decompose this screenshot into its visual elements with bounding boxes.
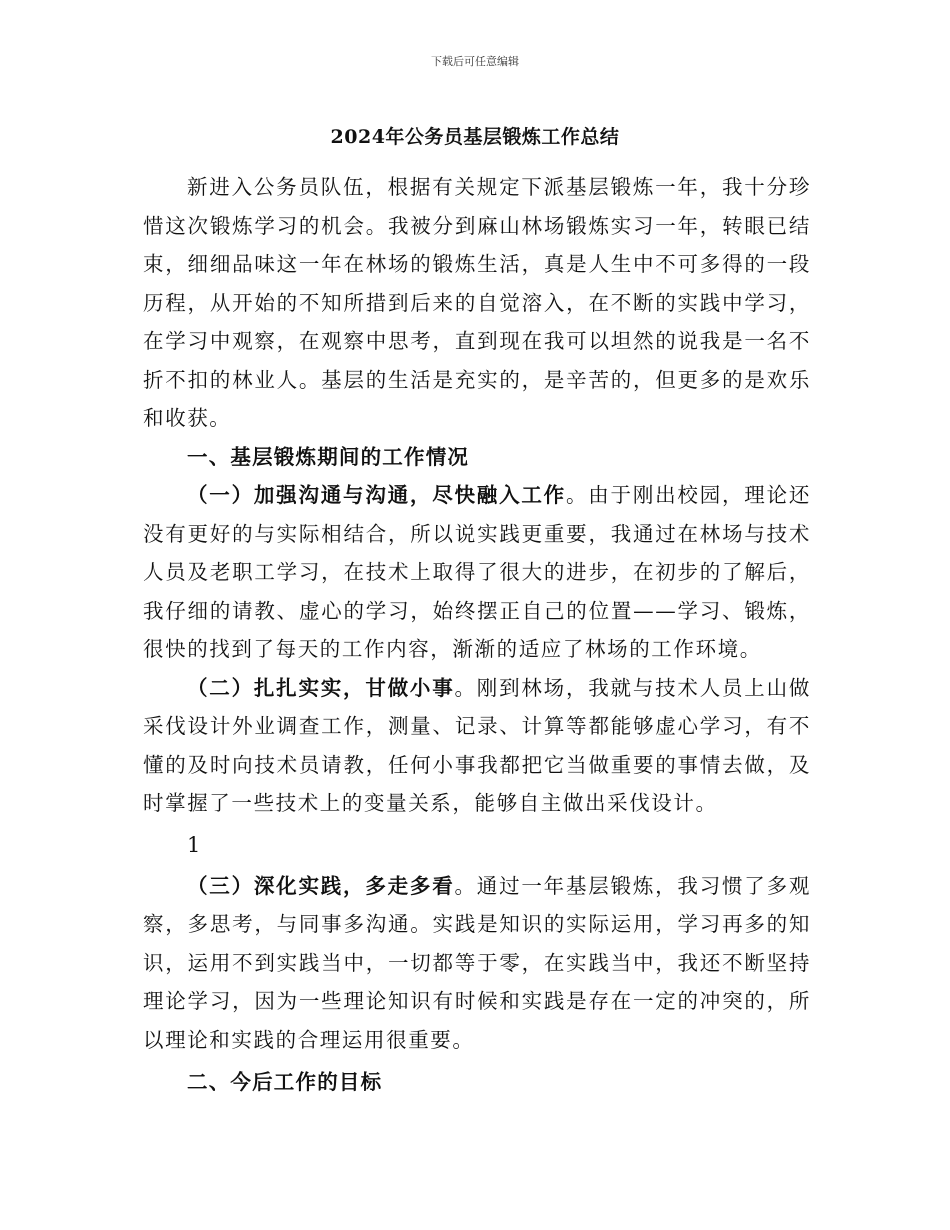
document-title: 2024年公务员基层锻炼工作总结 [330, 126, 620, 148]
page-number: 1 [187, 832, 201, 857]
section-1-item-2 [143, 669, 811, 823]
item-2-lead: （二）扎扎实实，甘做小事 [187, 675, 455, 700]
item-1-lead: （一）加强沟通与沟通，尽快融入工作 [187, 483, 566, 507]
intro-paragraph: 新进入公务员队伍，根据有关规定下派基层锻炼一年，我十分珍惜这次锻炼学习的机会。我被分到麻山林场锻炼实习一年，转眼已结束，细细品味这一年在林场的锻炼生活，真是人生中不可多得的一段历程，从开始的不知所措到后来的自觉溶入，在不断的实践中学习，在学习中观察，在观察中思考，直到现在我可以坦然的说我是一名不折不扣的林业人。基层的生活是充实的，是辛苦的，但更多的是欢乐和收获。 [143, 175, 811, 430]
section-2-heading: 二、今后工作的目标 [187, 1070, 383, 1094]
section-1-item-3 [143, 867, 811, 1060]
item-2-text: 。刚到林场，我就与技术人员上山做采伐设计外业调查工作，测量、记录、计算等都能够虚心学习，有不懂的及时向技术员请教，任何小事我都把它当做重要的事情去做，及时掌握了一些技术上的变量关系，能够自主做出采伐设计。 [143, 675, 811, 815]
document-body [143, 168, 811, 1102]
section-1-heading: 一、基层锻炼期间的工作情况 [187, 444, 470, 469]
section-1-item-1 [143, 476, 811, 669]
item-3-text: 。通过一年基层锻炼，我习惯了多观察，多思考，与同事多沟通。实践是知识的实际运用，学习再多的知识，运用不到实践当中，一切都等于零，在实践当中，我还不断坚持理论学习，因为一些理论知识有时候和实践是存在一定的冲突的，所以理论和实践的合理运用很重要。 [143, 873, 811, 1052]
item-3-lead: （三）深化实践，多走多看 [187, 873, 455, 898]
item-1-text: 。由于刚出校园，理论还没有更好的与实际相结合，所以说实践更重要，我通过在林场与技术人员及老职工学习，在技术上取得了很大的进步，在初步的了解后，我仔细的请教、虚心的学习，始终摆正自己的位置——学习、锻炼，很快的找到了每天的工作内容，渐渐的适应了林场的工作环境。 [143, 483, 811, 661]
header-note: 下载后可任意编辑 [431, 55, 519, 68]
